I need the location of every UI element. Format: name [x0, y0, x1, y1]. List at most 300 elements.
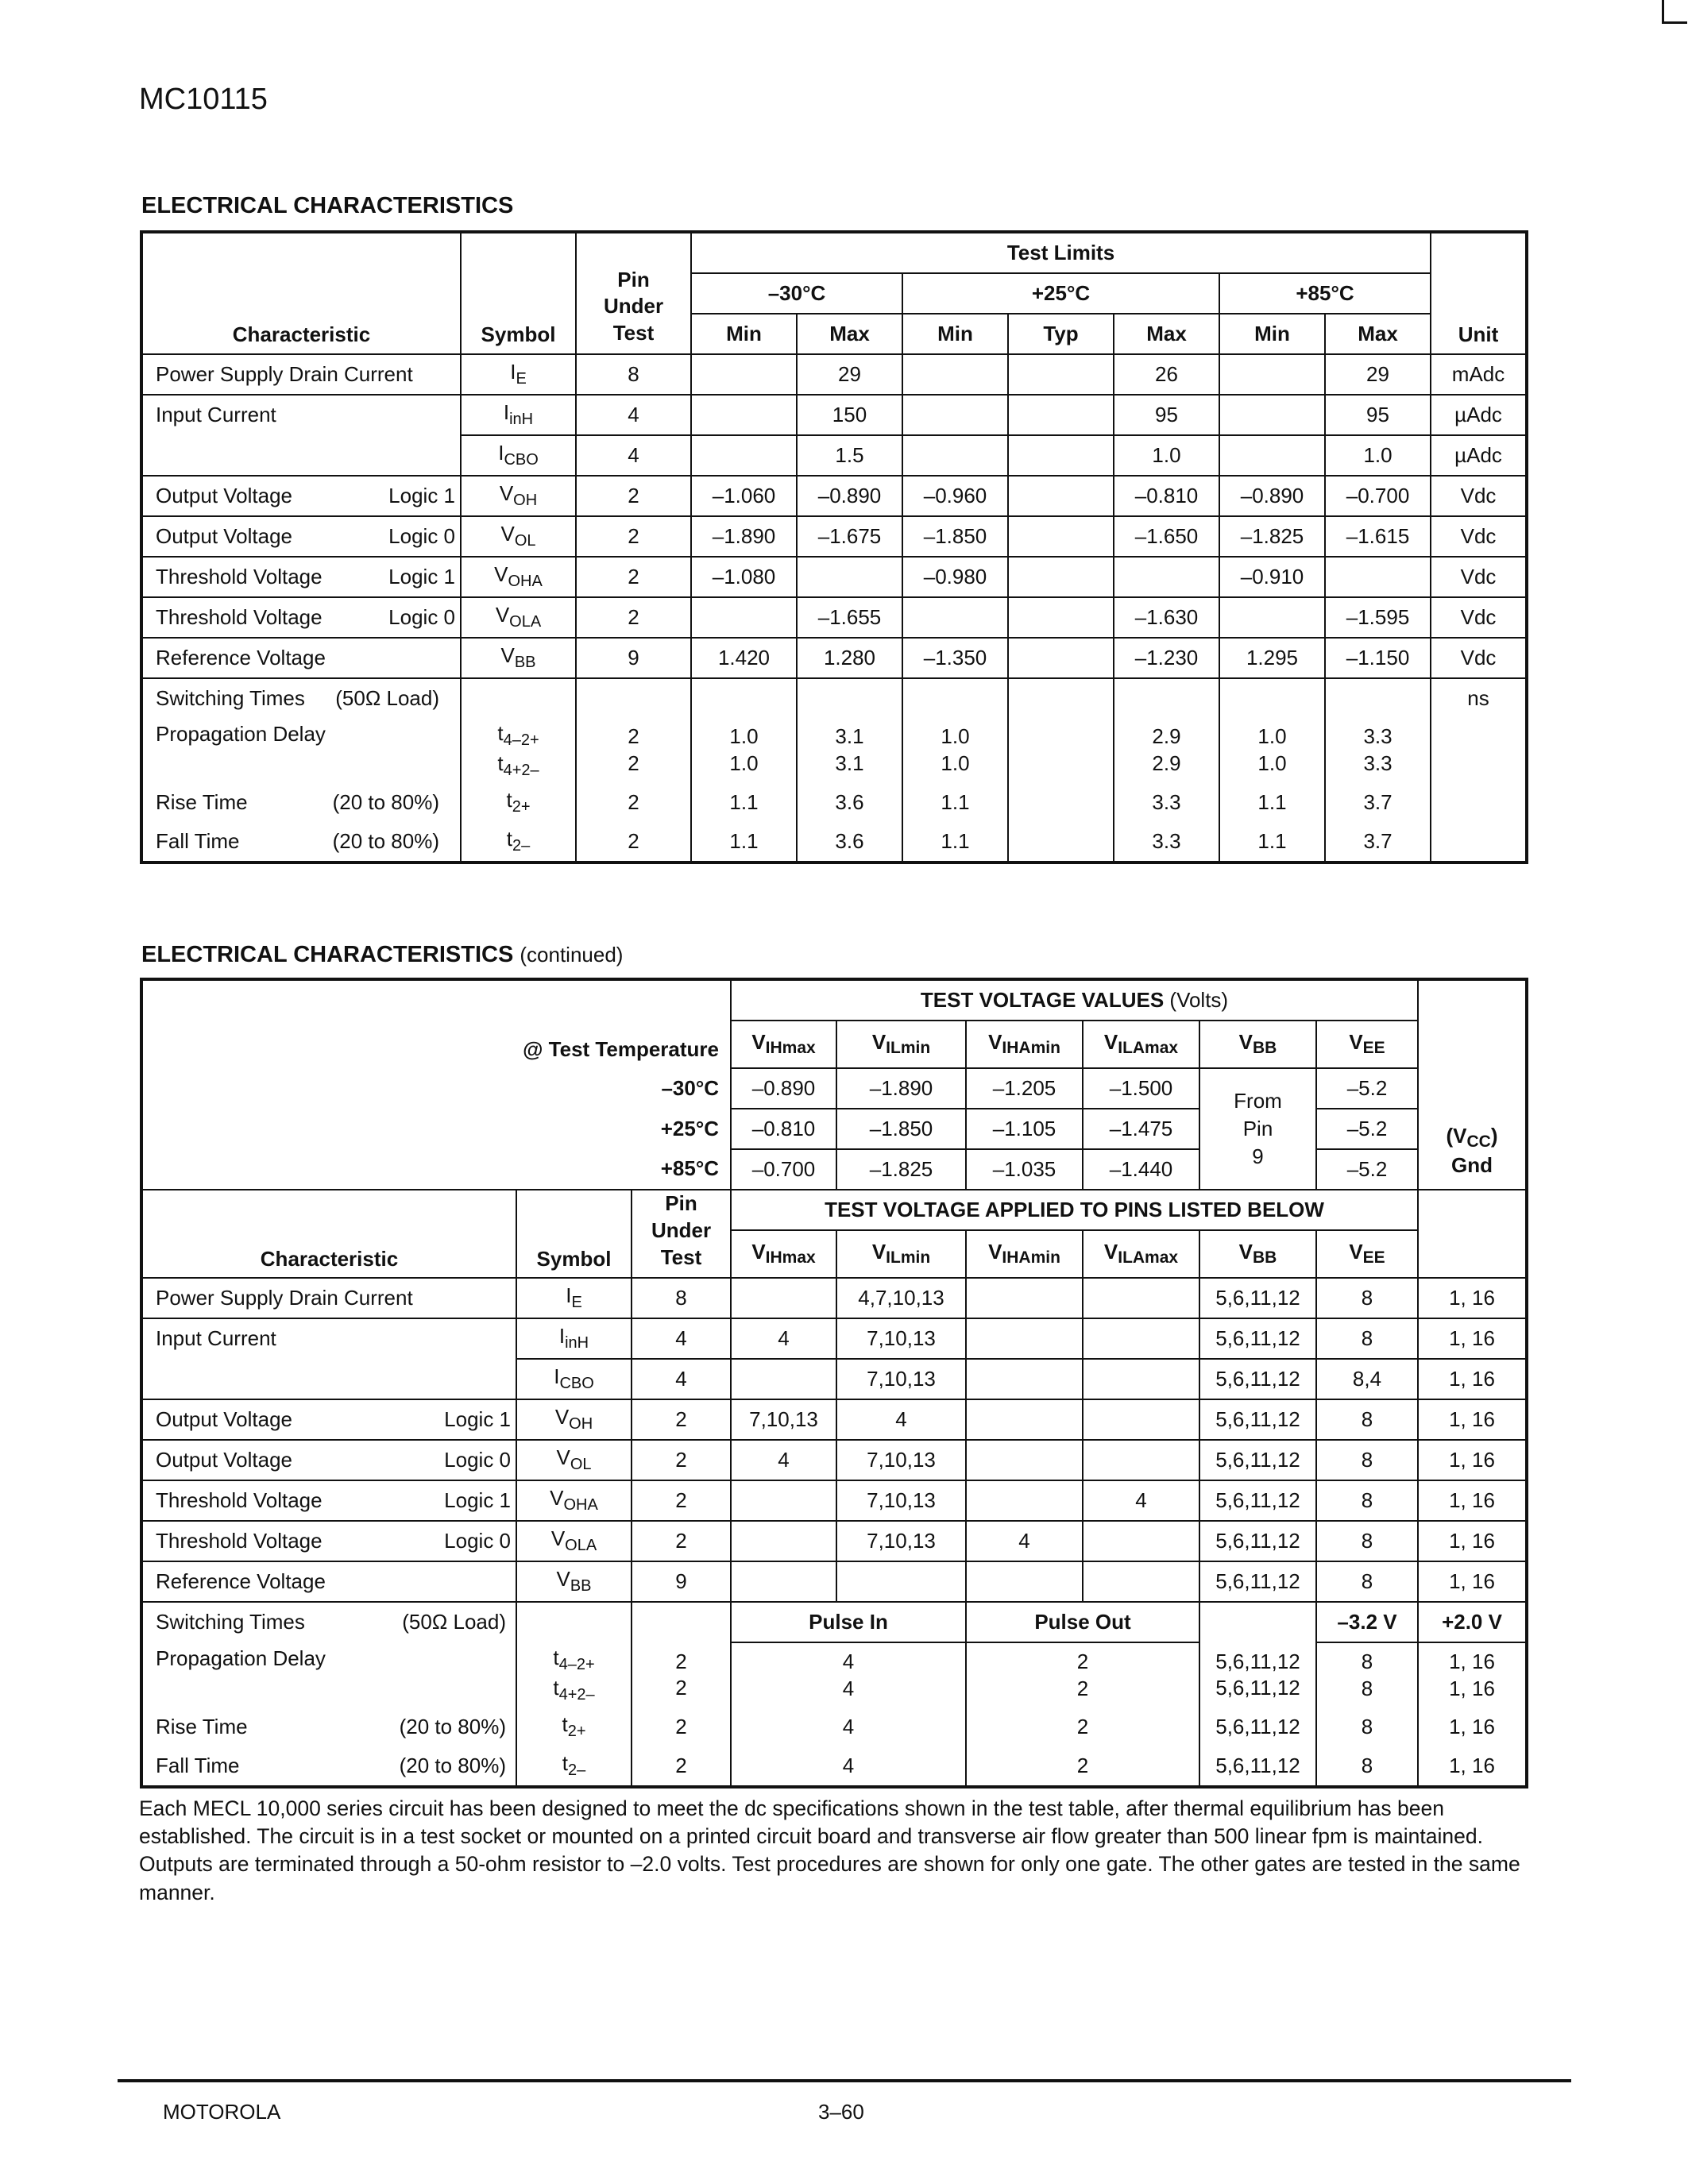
- value-text: 3.1: [835, 724, 864, 749]
- characteristic-label: Threshold Voltage: [156, 604, 323, 629]
- voltage-symbol: V: [1103, 1240, 1118, 1264]
- table-row: [141, 1602, 1527, 1642]
- logic-level: Logic 0: [444, 1528, 511, 1553]
- pin-list-cell: 5,6,11,12: [1199, 1359, 1316, 1399]
- vbb-note-line: From: [1234, 1088, 1282, 1113]
- value-cell: –1.890: [691, 516, 797, 557]
- temp-minus30-header: –30°C: [691, 273, 902, 314]
- characteristic-cell: [141, 1602, 516, 1642]
- pin-list-cell: 1, 16: [1418, 1521, 1527, 1561]
- value-text: 3.3: [1363, 751, 1393, 775]
- unit-cell: Vdc: [1431, 597, 1527, 638]
- pin-list-cell: [836, 1561, 966, 1602]
- fall-time-label: Fall Time: [156, 1753, 240, 1777]
- value-cell: –0.700: [1325, 476, 1431, 516]
- pin-list-cell: 5,6,11,12: [1199, 1440, 1316, 1480]
- characteristic-cell: [141, 783, 461, 822]
- test-voltage-values-header: [731, 979, 1418, 1021]
- symbol-sub: 4–2+: [503, 731, 539, 749]
- value-cell: 1.1: [902, 822, 1008, 862]
- col-min: Min: [902, 314, 1008, 354]
- value-cell: [1008, 395, 1114, 435]
- temp-plus25-header: +25°C: [902, 273, 1219, 314]
- symbol-cell: [516, 1746, 632, 1787]
- characteristic-cell: [141, 557, 461, 597]
- characteristic-label: Reference Voltage: [156, 1569, 326, 1593]
- pin-cell: 2: [576, 822, 691, 862]
- value-cell: 150: [797, 395, 902, 435]
- characteristic-label: Power Supply Drain Current: [156, 1285, 413, 1310]
- characteristic-label: Threshold Voltage: [156, 564, 323, 588]
- value-cell: [1008, 557, 1114, 597]
- pin-cell: [576, 718, 691, 783]
- vbb-note-line: 9: [1252, 1144, 1264, 1169]
- vbb-value: 5,6,11,12: [1215, 1649, 1300, 1673]
- characteristic-cell: [141, 822, 461, 862]
- pin-list-cell: 1, 16: [1418, 1561, 1527, 1602]
- vbb-cell: 5,6,11,12: [1199, 1746, 1316, 1787]
- col-characteristic: Characteristic: [141, 1190, 516, 1278]
- symbol-text: I: [566, 1283, 572, 1308]
- voltage-value: –1.440: [1083, 1149, 1199, 1190]
- voltage-symbol: V: [988, 1029, 1002, 1054]
- value-cell: –1.350: [902, 638, 1008, 678]
- pin-list-cell: [1083, 1399, 1199, 1440]
- voltage-value: –1.500: [1083, 1068, 1199, 1109]
- value-cell: [1114, 557, 1219, 597]
- value-cell: [691, 354, 797, 395]
- value-cell: [1008, 822, 1114, 862]
- pin-list-cell: [731, 1561, 836, 1602]
- value-cell: [1008, 678, 1114, 718]
- pin-list-cell: 4: [1083, 1480, 1199, 1521]
- pin-list-cell: [966, 1318, 1083, 1359]
- pin-cell: 8: [576, 354, 691, 395]
- pin-list-cell: 1, 16: [1418, 1399, 1527, 1440]
- symbol-text: I: [554, 1364, 560, 1389]
- symbol-cell: [516, 1642, 632, 1707]
- symbol-sub: OH: [513, 492, 538, 509]
- table-row: [141, 1480, 1527, 1521]
- voltage-symbol: V: [751, 1029, 766, 1054]
- symbol-cell: [461, 435, 576, 476]
- value-cell: [1219, 597, 1325, 638]
- table-row: [141, 1561, 1527, 1602]
- value-cell: 95: [1114, 395, 1219, 435]
- vcc-value: 1, 16: [1449, 1676, 1495, 1700]
- voltage-value: –0.810: [731, 1109, 836, 1149]
- symbol-cell: [516, 1480, 632, 1521]
- voltage-sub: IHmax: [765, 1248, 816, 1268]
- pin-cell: 2: [632, 1440, 731, 1480]
- voltage-value: –1.850: [836, 1109, 966, 1149]
- logic-level: Logic 0: [388, 604, 455, 629]
- pin-label-3: Test: [612, 321, 655, 345]
- switching-load: (50Ω Load): [335, 685, 439, 710]
- pulse-in-value: 4: [842, 1650, 855, 1674]
- pin-list-cell: 5,6,11,12: [1199, 1318, 1316, 1359]
- symbol-text: V: [494, 562, 508, 586]
- value-text: 1.0: [729, 724, 759, 749]
- characteristic-label: Input Current: [156, 1326, 276, 1351]
- characteristic-cell: [141, 1440, 516, 1480]
- value-cell: [902, 678, 1008, 718]
- value-text: 1.0: [941, 724, 970, 749]
- symbol-sub: CBO: [559, 1375, 594, 1393]
- unit-cell: ns: [1431, 678, 1527, 718]
- col-min: Min: [691, 314, 797, 354]
- value-cell: 1.1: [1219, 822, 1325, 862]
- voltage-col-header: [731, 1021, 836, 1068]
- vee-cell: 8: [1316, 1746, 1418, 1787]
- pin-list-cell: [1083, 1318, 1199, 1359]
- fall-time-label: Fall Time: [156, 828, 240, 853]
- vee-switching-header: –3.2 V: [1316, 1602, 1418, 1642]
- table-row: [141, 678, 1527, 718]
- characteristic-label: Power Supply Drain Current: [156, 361, 413, 386]
- fall-time-range: (20 to 80%): [399, 1753, 506, 1777]
- characteristic-cell: [141, 395, 461, 435]
- table-row: [141, 435, 1527, 476]
- pulse-out-cell: 2: [966, 1707, 1199, 1746]
- symbol-text: t: [506, 788, 512, 812]
- temp-row: [141, 1068, 1527, 1109]
- voltage-symbol: V: [1238, 1029, 1253, 1054]
- symbol-text: I: [558, 1324, 566, 1349]
- symbol-cell: [461, 678, 576, 718]
- value-cell: 3.6: [797, 783, 902, 822]
- pin-cell: 2: [632, 1480, 731, 1521]
- pin-list-cell: 8: [1316, 1480, 1418, 1521]
- rise-time-label: Rise Time: [156, 789, 248, 814]
- value-text: 1.0: [1257, 751, 1287, 775]
- temp-plus85-header: +85°C: [1219, 273, 1431, 314]
- table1-title: [141, 193, 513, 219]
- voltage-sub: ILAmax: [1118, 1248, 1179, 1268]
- characteristic-cell: [141, 678, 461, 718]
- vee-value: 8: [1361, 1676, 1373, 1700]
- symbol-cell: [516, 1359, 632, 1399]
- voltage-value: –1.890: [836, 1068, 966, 1109]
- symbol-text: V: [499, 481, 514, 505]
- col-symbol: Symbol: [516, 1190, 632, 1278]
- pin-list-cell: 8: [1316, 1561, 1418, 1602]
- pin-list-cell: 4: [966, 1521, 1083, 1561]
- value-cell: 29: [797, 354, 902, 395]
- value-cell: –1.150: [1325, 638, 1431, 678]
- value-cell: –0.910: [1219, 557, 1325, 597]
- characteristic-cell: [141, 1278, 516, 1318]
- pin-cell: 4: [632, 1359, 731, 1399]
- pin-value: 2: [628, 751, 639, 775]
- symbol-text: t: [497, 751, 504, 775]
- col-pin-under-test: [632, 1190, 731, 1278]
- symbol-text: I: [503, 400, 510, 424]
- col-unit: Unit: [1431, 232, 1527, 354]
- value-cell: [1219, 435, 1325, 476]
- voltage-sub: IHAmin: [1002, 1038, 1060, 1057]
- voltage-symbol: V: [871, 1029, 886, 1054]
- pin-value: 2: [675, 1676, 687, 1700]
- characteristic-label: Reference Voltage: [156, 645, 326, 669]
- symbol-sub: BB: [514, 654, 536, 671]
- value-cell: –1.230: [1114, 638, 1219, 678]
- unit-cell: [1431, 718, 1527, 783]
- symbol-cell: [516, 1399, 632, 1440]
- col-symbol: Symbol: [461, 232, 576, 354]
- symbol-cell: [516, 1602, 632, 1642]
- value-cell: [1114, 678, 1219, 718]
- value-cell: 1.280: [797, 638, 902, 678]
- symbol-text: I: [510, 360, 516, 384]
- electrical-characteristics-table: [140, 230, 1528, 864]
- vcc-cell: 1, 16: [1418, 1746, 1527, 1787]
- pin-list-cell: 5,6,11,12: [1199, 1561, 1316, 1602]
- pin-cell: 2: [632, 1399, 731, 1440]
- pin-list-cell: 5,6,11,12: [1199, 1480, 1316, 1521]
- pin-label-2: Under: [603, 294, 664, 318]
- switching-label: Switching Times: [156, 685, 305, 710]
- pin-list-cell: 8: [1316, 1278, 1418, 1318]
- value-cell: [1008, 435, 1114, 476]
- value-cell: [902, 354, 1008, 395]
- symbol-cell: [461, 557, 576, 597]
- voltage-col-header: [1316, 1021, 1418, 1068]
- applied-pins-header: TEST VOLTAGE APPLIED TO PINS LISTED BELOW: [731, 1190, 1418, 1230]
- value-cell: 1.295: [1219, 638, 1325, 678]
- pin-list-cell: [966, 1359, 1083, 1399]
- pin-list-cell: [966, 1440, 1083, 1480]
- rise-time-label: Rise Time: [156, 1714, 248, 1738]
- symbol-sub: OHA: [563, 1496, 598, 1515]
- pin-cell: 2: [576, 557, 691, 597]
- value-cell: 3.7: [1325, 822, 1431, 862]
- pin-cell: 2: [576, 783, 691, 822]
- pin-list-cell: 5,6,11,12: [1199, 1278, 1316, 1318]
- symbol-cell: [461, 822, 576, 862]
- vcc-gnd-label: Gnd: [1451, 1153, 1493, 1178]
- test-note-paragraph: Each MECL 10,000 series circuit has been designed to meet the dc specifications shown in the test table, after thermal equilibrium has been established. The circuit is in a test socket or mounted on a printed circuit board and transverse air flow greater than 500 linear fpm is maintained. Outputs are terminated through a 50-ohm resistor to –2.0 volts. Test procedures are shown for only one gate. The other gates are tested in the same manner.: [139, 1796, 1520, 1904]
- temperature-label: +25°C: [141, 1109, 731, 1149]
- voltage-col-header: [1083, 1230, 1199, 1278]
- test-limits-header: Test Limits: [691, 232, 1431, 273]
- value-cell: 3.3: [1114, 822, 1219, 862]
- value-cell: 95: [1325, 395, 1431, 435]
- value-cell: 1.1: [691, 783, 797, 822]
- logic-level: Logic 1: [388, 483, 455, 507]
- test-voltage-table: [140, 978, 1528, 1788]
- switching-load: (50Ω Load): [402, 1610, 506, 1634]
- pin-label-3: Test: [660, 1244, 702, 1269]
- characteristic-cell: [141, 476, 461, 516]
- symbol-text: t: [553, 1646, 559, 1670]
- symbol-sub: CBO: [504, 451, 539, 469]
- prop-delay-label: Propagation Delay: [156, 722, 326, 746]
- voltage-col-header: [731, 1230, 836, 1278]
- symbol-text: I: [498, 441, 504, 465]
- symbol-cell: [461, 783, 576, 822]
- table-row: [141, 822, 1527, 862]
- symbol-text: V: [556, 1445, 570, 1470]
- pin-list-cell: 7,10,13: [836, 1521, 966, 1561]
- pin-list-cell: 8: [1316, 1521, 1418, 1561]
- temp-row: [141, 1149, 1527, 1190]
- value-cell: –1.060: [691, 476, 797, 516]
- symbol-sub: 2+: [567, 1723, 586, 1741]
- vcc-switching-header: +2.0 V: [1418, 1602, 1527, 1642]
- symbol-cell: [461, 354, 576, 395]
- symbol-sub: OL: [570, 1456, 592, 1474]
- value-text: 1.0: [729, 751, 759, 775]
- table2-body: [141, 1278, 1527, 1602]
- unit-cell: µAdc: [1431, 435, 1527, 476]
- value-cell: 1.5: [797, 435, 902, 476]
- pin-list-cell: [731, 1359, 836, 1399]
- value-cell: 3.3: [1114, 783, 1219, 822]
- value-cell: [902, 718, 1008, 783]
- value-cell: [691, 718, 797, 783]
- characteristic-cell: [141, 638, 461, 678]
- voltage-value: –1.475: [1083, 1109, 1199, 1149]
- value-cell: [902, 597, 1008, 638]
- characteristic-cell: [141, 597, 461, 638]
- value-cell: –0.980: [902, 557, 1008, 597]
- pulse-out-cell: 2: [966, 1746, 1199, 1787]
- vbb-note-line: Pin: [1242, 1116, 1273, 1140]
- pulse-in-header: Pulse In: [731, 1602, 966, 1642]
- table-row: [141, 1521, 1527, 1561]
- vcc-sub: CC: [1466, 1132, 1491, 1151]
- pin-list-cell: [1083, 1278, 1199, 1318]
- value-cell: [1325, 678, 1431, 718]
- value-cell: [691, 435, 797, 476]
- voltage-col-header: [1083, 1021, 1199, 1068]
- value-cell: [1008, 516, 1114, 557]
- voltage-sub: EE: [1362, 1248, 1385, 1268]
- value-cell: 29: [1325, 354, 1431, 395]
- table-row: [141, 476, 1527, 516]
- col-max: Max: [1114, 314, 1219, 354]
- vbb-value: 5,6,11,12: [1215, 1676, 1300, 1700]
- symbol-text: V: [550, 1526, 566, 1551]
- characteristic-cell: [141, 1746, 516, 1787]
- unit-cell: Vdc: [1431, 557, 1527, 597]
- symbol-text: t: [497, 721, 504, 745]
- vcc-cell: [1418, 1642, 1527, 1707]
- pin-list-cell: 4: [731, 1318, 836, 1359]
- vee-cell: [1316, 1642, 1418, 1707]
- pin-value: 2: [628, 724, 639, 749]
- voltage-symbol: V: [751, 1240, 766, 1264]
- symbol-sub: E: [516, 370, 527, 388]
- table-row: [141, 1642, 1527, 1707]
- pin-list-cell: 4,7,10,13: [836, 1278, 966, 1318]
- voltage-sub: BB: [1253, 1038, 1277, 1057]
- voltage-col-header: [966, 1021, 1083, 1068]
- page-number: 3–60: [818, 2100, 864, 2124]
- voltage-col-header: [1199, 1230, 1316, 1278]
- symbol-text: V: [500, 643, 515, 667]
- pin-list-cell: [1083, 1521, 1199, 1561]
- pin-list-cell: 8: [1316, 1440, 1418, 1480]
- symbol-text: t: [553, 1676, 559, 1700]
- value-cell: –1.825: [1219, 516, 1325, 557]
- voltage-symbol: V: [1349, 1029, 1363, 1054]
- rise-time-range: (20 to 80%): [332, 789, 439, 814]
- unit-cell: Vdc: [1431, 476, 1527, 516]
- value-cell: [1114, 718, 1219, 783]
- symbol-sub: inH: [509, 411, 534, 428]
- rise-time-range: (20 to 80%): [399, 1714, 506, 1738]
- symbol-cell: [516, 1707, 632, 1746]
- value-cell: 1.1: [902, 783, 1008, 822]
- pin-value: 2: [675, 1649, 687, 1673]
- value-cell: [797, 557, 902, 597]
- vcc-cell: 1, 16: [1418, 1707, 1527, 1746]
- voltage-symbol: V: [1349, 1240, 1363, 1264]
- vee-value: –5.2: [1316, 1149, 1418, 1190]
- value-cell: [1325, 718, 1431, 783]
- value-cell: –1.655: [797, 597, 902, 638]
- voltage-col-header: [1316, 1230, 1418, 1278]
- pin-cell: 2: [576, 516, 691, 557]
- pin-list-cell: [1083, 1561, 1199, 1602]
- pulse-in-value: 4: [842, 1676, 855, 1700]
- pin-cell: [632, 1642, 731, 1707]
- pin-cell: 4: [632, 1318, 731, 1359]
- corner-crop-mark: [1662, 0, 1687, 24]
- pin-list-cell: 7,10,13: [836, 1359, 966, 1399]
- tvv-title: TEST VOLTAGE VALUES: [920, 987, 1165, 1012]
- vee-value: –5.2: [1316, 1068, 1418, 1109]
- vbb-cell: [1199, 1642, 1316, 1707]
- symbol-sub: 2–: [567, 1761, 586, 1780]
- value-cell: [1219, 678, 1325, 718]
- value-cell: [1219, 718, 1325, 783]
- unit-cell: [1431, 783, 1527, 822]
- pin-cell: 4: [576, 395, 691, 435]
- pulse-in-cell: 4: [731, 1746, 966, 1787]
- col-min: Min: [1219, 314, 1325, 354]
- pin-cell: 2: [576, 597, 691, 638]
- value-cell: –1.615: [1325, 516, 1431, 557]
- value-text: 3.3: [1363, 724, 1393, 749]
- characteristic-cell: [141, 1480, 516, 1521]
- col-max: Max: [797, 314, 902, 354]
- value-cell: [691, 678, 797, 718]
- value-text: 3.1: [835, 751, 864, 775]
- table2-title-continued: (continued): [520, 943, 624, 967]
- value-cell: [1325, 557, 1431, 597]
- pin-list-cell: [966, 1399, 1083, 1440]
- symbol-sub: 2–: [512, 837, 531, 855]
- characteristic-label: Output Voltage: [156, 523, 293, 548]
- voltage-symbol: V: [1238, 1240, 1253, 1264]
- symbol-text: t: [562, 1712, 568, 1737]
- pin-list-cell: 7,10,13: [836, 1480, 966, 1521]
- value-cell: [902, 395, 1008, 435]
- value-cell: [797, 718, 902, 783]
- table-row: [141, 597, 1527, 638]
- unit-cell: [1431, 822, 1527, 862]
- vee-cell: 8: [1316, 1707, 1418, 1746]
- symbol-sub: 2+: [512, 798, 531, 816]
- table-row: [141, 1440, 1527, 1480]
- symbol-text: V: [556, 1567, 570, 1592]
- pin-cell: [576, 678, 691, 718]
- value-cell: [797, 678, 902, 718]
- value-cell: [1008, 476, 1114, 516]
